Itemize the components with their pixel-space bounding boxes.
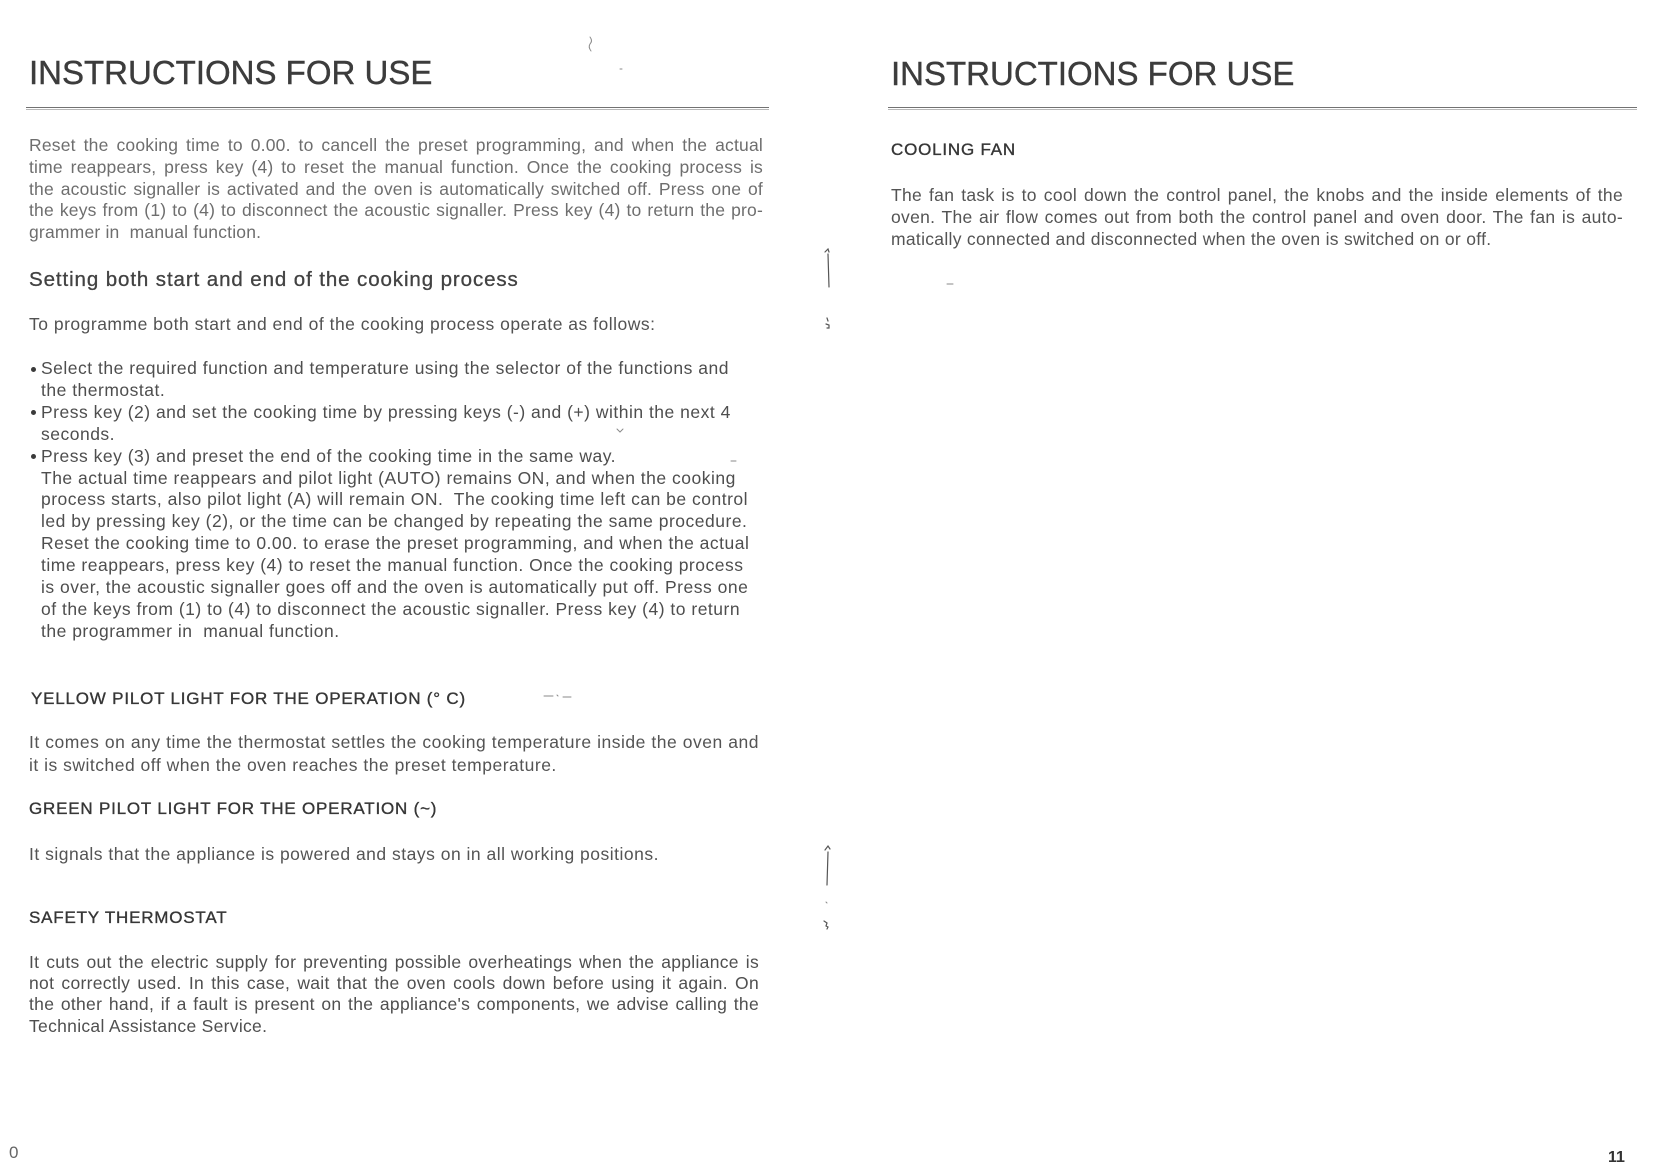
yellow-pilot-light-heading: YELLOW PILOT LIGHT FOR THE OPERATION (° C)	[31, 689, 466, 708]
paragraph-line: The actual time reappears and pilot light (AUTO) remains ON, and when the cooking	[41, 467, 736, 488]
scan-mark	[825, 846, 830, 885]
page-number: 11	[1608, 1149, 1625, 1166]
section-lead	[29, 314, 763, 336]
title-rule	[888, 107, 1637, 110]
paragraph-line: To programme both start and end of the cooking process operate as follows:	[29, 314, 656, 334]
paragraph-line: process starts, also pilot light (A) will remain ON. The cooking time left can be control	[41, 489, 749, 510]
list-item	[41, 358, 763, 402]
paragraph-line: time reappears, press key (4) to reset the manual function. Once the cooking process	[41, 555, 744, 576]
list-item-line: Press key (3) and preset the end of the cooking time in the same way.	[41, 445, 617, 466]
green-pilot-light-paragraph	[29, 843, 759, 865]
scan-mark	[589, 37, 591, 51]
intro-paragraph	[29, 135, 763, 244]
bullet-icon	[31, 367, 36, 372]
paragraph-line: grammer in manual function.	[29, 222, 262, 243]
scan-mark	[544, 695, 571, 697]
section-heading: Setting both start and end of the cooking process	[29, 268, 519, 291]
list-item	[41, 446, 763, 468]
safety-thermostat-heading: SAFETY THERMOSTAT	[29, 908, 228, 927]
paragraph-line: Reset the cooking time to 0.00. to erase the preset programming, and when the actual	[41, 533, 750, 554]
paragraph-line: matically connected and disconnected when the oven is switched on or off.	[891, 229, 1492, 250]
paragraph-line: the keys from (1) to (4) to disconnect the acoustic signaller. Press key (4) to return the pro-	[29, 200, 763, 221]
list-item	[41, 402, 763, 446]
page-title: INSTRUCTIONS FOR USE	[29, 54, 433, 91]
paragraph-line: the programmer in manual function.	[41, 620, 340, 641]
paragraph-line: Technical Assistance Service.	[29, 1015, 268, 1036]
follow-up-paragraph	[41, 468, 763, 643]
paragraph-line: Reset the cooking time to 0.00. to cancell the preset programming, and when the actual	[29, 135, 763, 155]
green-pilot-light-heading: GREEN PILOT LIGHT FOR THE OPERATION (~)	[29, 799, 438, 818]
paragraph-line: is over, the acoustic signaller goes off and the oven is automatically put off. Press one	[41, 577, 749, 598]
paragraph-line: the acoustic signaller is activated and the oven is automatically switched off. Press one of	[29, 178, 763, 199]
paragraph-line: not correctly used. In this case, wait that the oven cools down before using it again. On	[29, 973, 759, 994]
paragraph-line: It signals that the appliance is powered and stays on in all working positions.	[29, 844, 659, 864]
paragraph-line: time reappears, press key (4) to reset the manual function. Once the cooking process is	[29, 156, 763, 177]
page-title: INSTRUCTIONS FOR USE	[891, 55, 1295, 92]
bullet-icon	[31, 410, 36, 415]
cooling-fan-paragraph	[891, 184, 1623, 250]
bullet-icon	[31, 454, 36, 459]
paragraph-line: It cuts out the electric supply for preventing possible overheatings when the appliance is	[29, 952, 759, 972]
paragraph-line: of the keys from (1) to (4) to disconnect the acoustic signaller. Press key (4) to return	[41, 598, 741, 619]
scan-mark	[824, 921, 828, 929]
safety-thermostat-paragraph	[29, 952, 759, 1037]
paragraph-line: The fan task is to cool down the control panel, the knobs and the inside elements of the	[891, 185, 1623, 205]
list-item-line: seconds.	[41, 423, 116, 444]
list-item-line: the thermostat.	[41, 379, 166, 400]
list-item-line: Press key (2) and set the cooking time by pressing keys (-) and (+) within the next 4	[41, 401, 731, 422]
yellow-pilot-light-paragraph	[29, 731, 759, 776]
scan-mark	[826, 318, 829, 328]
paragraph-line: It comes on any time the thermostat settles the cooking temperature inside the oven and	[29, 732, 759, 752]
paragraph-line: the other hand, if a fault is present on the appliance's components, we advise calling the	[29, 994, 759, 1015]
scan-mark	[826, 902, 827, 903]
list-item-line: Select the required function and temperature using the selector of the functions and	[41, 358, 729, 378]
paragraph-line: oven. The air flow comes out from both the control panel and oven door. The fan is auto-	[891, 207, 1623, 228]
cooling-fan-heading: COOLING FAN	[891, 140, 1016, 159]
paragraph-line: it is switched off when the oven reaches the preset temperature.	[29, 754, 557, 775]
programming-steps	[41, 358, 763, 643]
paragraph-line: led by pressing key (2), or the time can be changed by repeating the same procedure.	[41, 511, 748, 532]
page-number: 0	[9, 1143, 19, 1162]
scan-mark	[825, 249, 829, 287]
title-rule	[26, 107, 769, 110]
